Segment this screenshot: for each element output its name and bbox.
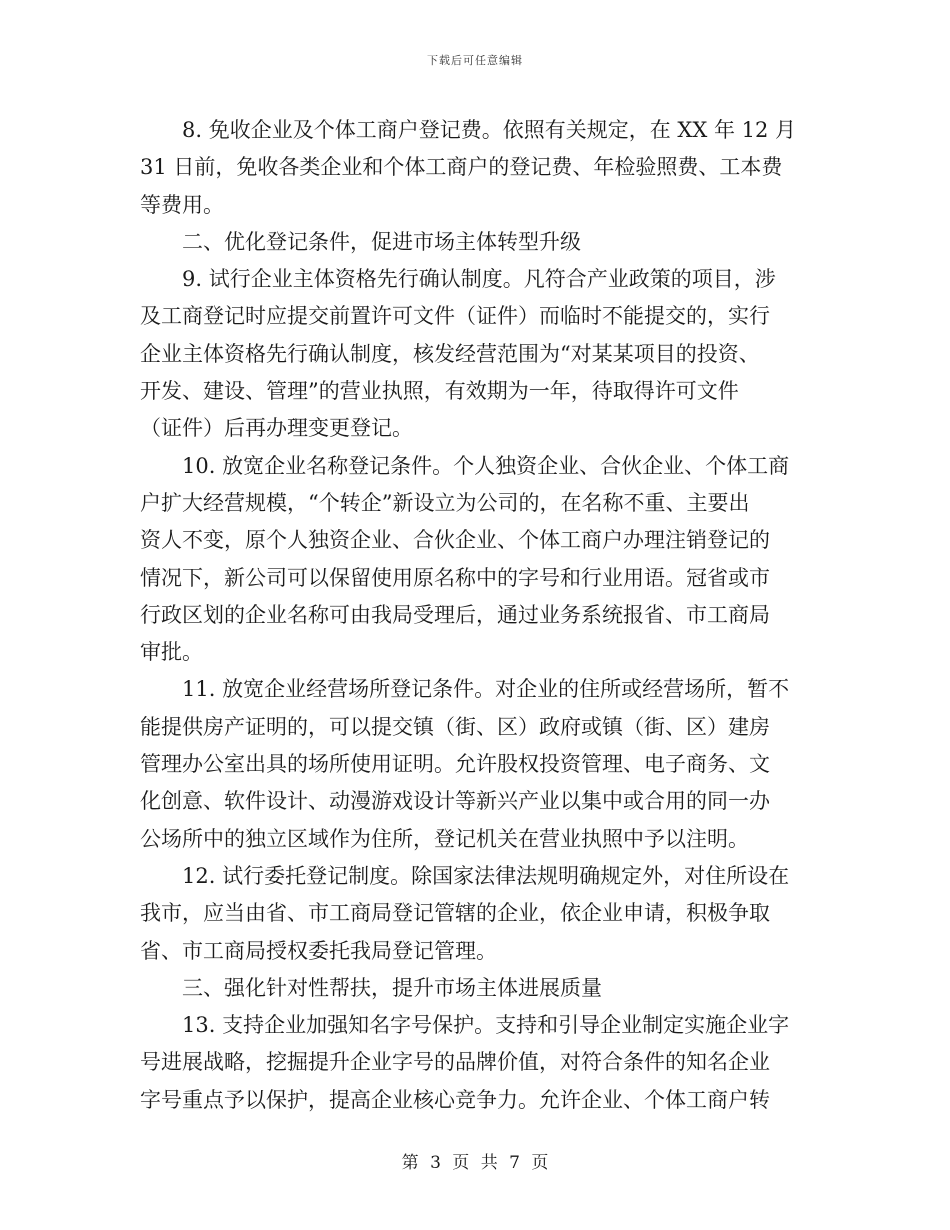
text-line: 10. 放宽企业名称登记条件。个人独资企业、合伙企业、个体工商 (140, 453, 790, 478)
document-body (140, 112, 810, 1119)
text-line: 12. 试行委托登记制度。除国家法律法规明确规定外，对住所设在 (140, 863, 790, 888)
text-line: 公场所中的独立区域作为住所，登记机关在营业执照中予以注明。 (140, 826, 749, 851)
text-line: 及工商登记时应提交前置许可文件（证件）而临时不能提交的，实行 (140, 304, 770, 329)
text-line: 8. 免收企业及个体工商户登记费。依照有关规定，在 XX 年 12 月 (140, 118, 797, 142)
text-line: 资人不变，原个人独资企业、合伙企业、个体工商户办理注销登记的 (140, 528, 770, 553)
text-line: 二、优化登记条件，促进市场主体转型升级 (140, 229, 581, 254)
text-line: 行政区划的企业名称可由我局受理后，通过业务系统报省、市工商局 (140, 602, 770, 627)
text-line: 9. 试行企业主体资格先行确认制度。凡符合产业政策的项目，涉 (140, 267, 776, 292)
text-line: 审批。 (140, 640, 203, 665)
text-line: 等费用。 (140, 192, 224, 217)
text-line: 字号重点予以保护，提高企业核心竞争力。允许企业、个体工商户转 (140, 1087, 770, 1112)
text-line: 开发、建设、管理”的营业执照，有效期为一年，待取得许可文件 (140, 379, 739, 404)
text-line: 三、强化针对性帮扶，提升市场主体进展质量 (140, 975, 602, 1000)
text-line: 企业主体资格先行确认制度，核发经营范围为“对某某项目的投资、 (140, 341, 760, 366)
text-line: 化创意、软件设计、动漫游戏设计等新兴产业以集中或合用的同一办 (140, 789, 770, 814)
text-line: 号进展战略，挖掘提升企业字号的品牌价值，对符合条件的知名企业 (140, 1050, 770, 1075)
text-line: （证件）后再办理变更登记。 (140, 416, 413, 441)
text-line: 我市，应当由省、市工商局登记管辖的企业，依企业申请，积极争取 (140, 901, 770, 926)
text-line: 13. 支持企业加强知名字号保护。支持和引导企业制定实施企业字 (140, 1013, 790, 1038)
text-line: 户扩大经营规模，“个转企”新设立为公司的，在名称不重、主要出 (140, 490, 750, 515)
text-line: 31 日前，免收各类企业和个体工商户的登记费、年检验照费、工本费 (140, 155, 783, 180)
text-line: 情况下，新公司可以保留使用原名称中的字号和行业用语。冠省或市 (140, 565, 770, 590)
text-line: 省、市工商局授权委托我局登记管理。 (140, 938, 497, 963)
text-line: 能提供房产证明的，可以提交镇（街、区）政府或镇（街、区）建房 (140, 714, 770, 739)
page-footer: 第 3 页 共 7 页 (401, 1153, 549, 1173)
text-line: 管理办公室出具的场所使用证明。允许股权投资管理、电子商务、文 (140, 752, 770, 777)
page-header: 下载后可任意编辑 (427, 54, 523, 67)
text-line: 11. 放宽企业经营场所登记条件。对企业的住所或经营场所，暂不 (140, 677, 790, 702)
